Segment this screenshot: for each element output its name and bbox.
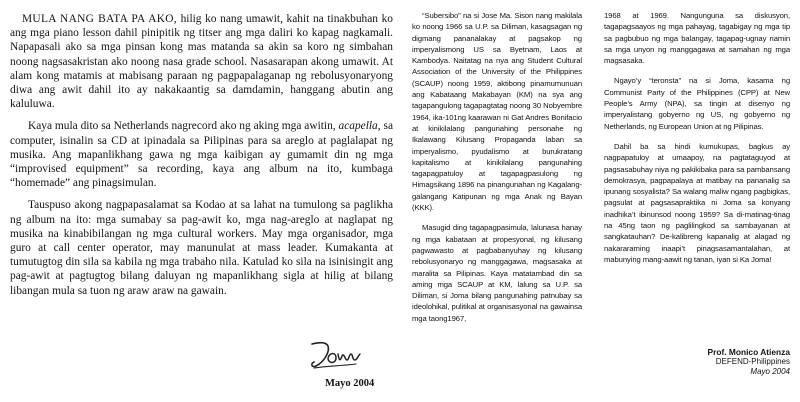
essay-paragraph-1 [10, 12, 393, 111]
column-b-paragraph-1: 1968 at 1969. Nangunguna sa diskusyon, tagapagsaayos ng mga pahayag, tagabigay ng mga tip sa pagbubuo ng mga balangay, tagapag-ugnay namin sa mga unyon ng manggagawa at samahan ng mga magsasaka. [604, 11, 790, 66]
essay-paragraph-2-text-a: Kaya mula dito sa Netherlands nagrecord ako ng aking mga awitin, [28, 120, 339, 133]
author-organization: DEFEND-Philippines [715, 357, 790, 367]
author-date: Mayo 2004 [750, 367, 790, 377]
right-column-a [412, 10, 582, 333]
column-a-paragraph-1: “Subersibo” na si Jose Ma. Sison nang makilala ko noong 1966 sa U.P. sa Diliman, kasagsagan ng digmang pananalakay at pagsakop ng imperyalismong US sa Byetnam, Laos at Kambodya. Naitatag na nya ang Student Cultural Association of the University of the Philippines (SCAUP) noong 1959, aktibong pinamumunuan ang Kabataang Makabayan (KM) na sya ang tagapangulong tagapagtatag noong 30 Nobyembre 1964, ika-101ng kaarawan ni Gat Andres Bonifacio at kinikilalang pangunahing personahe ng Ikalawang Kilusang Propaganda laban sa imperyalismo, pyudalismo at burukratang kapitalismo at kinikilalang pangunahing tagapagpatuloy at tagapagpasulong ng Himagsikang 1896 na pinangunahan ng Kagalang-galangang Katipunan ng mga Anak ng Bayan (KKK). [412, 11, 582, 213]
essay-italic-word: acapella [338, 120, 378, 133]
essay-lead-caps: MULA NANG BATA PA AKO, [22, 13, 177, 25]
essay-paragraph-1-text: hilig ko nang umawit, kahit na tinakbuhan ko ang mga piano lesson dahil pinipitik ng titser ang mga daliri ko kapag nagkamali. Napapasali ako sa mga pinsan kong mas matanda sa akin sa koro ng simbahan noong nagsasakristan ako noong nasa grade school. Nasasarapan akong umawit. At alam kong matamis at mabisang paraan ng pagpapalaganap ng rebolusyonaryong diwa ang awit dahil ito ay nakakaantig sa damdamin, hanggang abutin ang kaluluwa. [10, 13, 393, 111]
author-name: Prof. Monico Atienza [707, 347, 790, 357]
essay-paragraph-3: Tauspuso akong nagpapasalamat sa Kodao at sa lahat na tumulong sa paglikha ng album na ito: mga sumabay sa pag-awit ko, mga nag-areglo at naglapat ng musika na kinabibilangan ng mga cultural workers. May mga organisador, mga guro at call center operator, may manunulat at mass leader. Kumakanta at tumutugtog din sila sa kabila ng mga trabaho nila. Katulad ko sila na isinisingit ang pag-awit at pagtugtog bilang daluyan ng mapanlikhang sigla at hilig at bilang libangan mula sa tuon ng araw araw na gawain. [10, 199, 393, 297]
essay-paragraph-2-text-b: , sa computer, isinalin sa CD at ipinadala sa Pilipinas para sa areglo at paglalapat ng musika. Ang mapanlikhang gawa ng mga kaibigan ay gumamit din ng mga “improvised equipment” sa recording, kaya ang album na ito, kumbaga “homemade” ang pinagsimulan. [10, 120, 393, 190]
column-a-paragraph-2: Masugid ding tagapagpasimula, lalunasa hanay ng mga kabataan at propesyonal, ng kilusang pagwawasto at pagbabanyuhay ng kilusang rebolusyonaryo ng manggagawa, magsasaka at maralita sa Pilipinas. Kaya matatambad din sa aming mga SCAUP at KM, lalung sa U.P. sa Diliman, si Joma bilang pangunahing patnubay sa ideolohikal, pulitikal at organisasyonal na gawainsa mga taong1967, [412, 223, 582, 323]
signature-date: Mayo 2004 [325, 378, 375, 389]
column-b-paragraph-2: Ngayo’y “teronsta” na si Joma, kasama ng Communist Party of the Philippines (CPP) at New People’s Army (NPA), sa tingin at disenyo ng imperyalistang gobyerno ng US, ng gobyerno ng Netherlands, ng European Union at ng Pilipinas. [604, 76, 790, 131]
handwritten-signature [306, 338, 364, 372]
essay-paragraph-2 [10, 119, 393, 190]
author-credit [690, 347, 790, 378]
right-column-b [604, 10, 790, 274]
column-b-paragraph-3: Dahil ba sa hindi kumukupas, bagkus ay nagpapatuloy at umaapoy, na pagtataguyod at pagsasabuhay niya ng pakikibaka para sa pambansang demokrasya, pagpapalaya at matibay na pananalig sa ipunang sosyalista? Sa walang maliw ngang pagbigkas, pagsulat at pagsasapraktika ni Joma sa konyang inadhika’t ibinunsod noong 1959? Sa di-matinag-tinag na 45ng taon ng paglilingkod sa sambayanan at sangkatauhan? De-kalibreng kapanalig at alagad ng nakararaming inaapi’t pinagsasamantalahan, at mabunying mang-aawit ng tanan, iyan si Ka Joma! [604, 141, 790, 264]
